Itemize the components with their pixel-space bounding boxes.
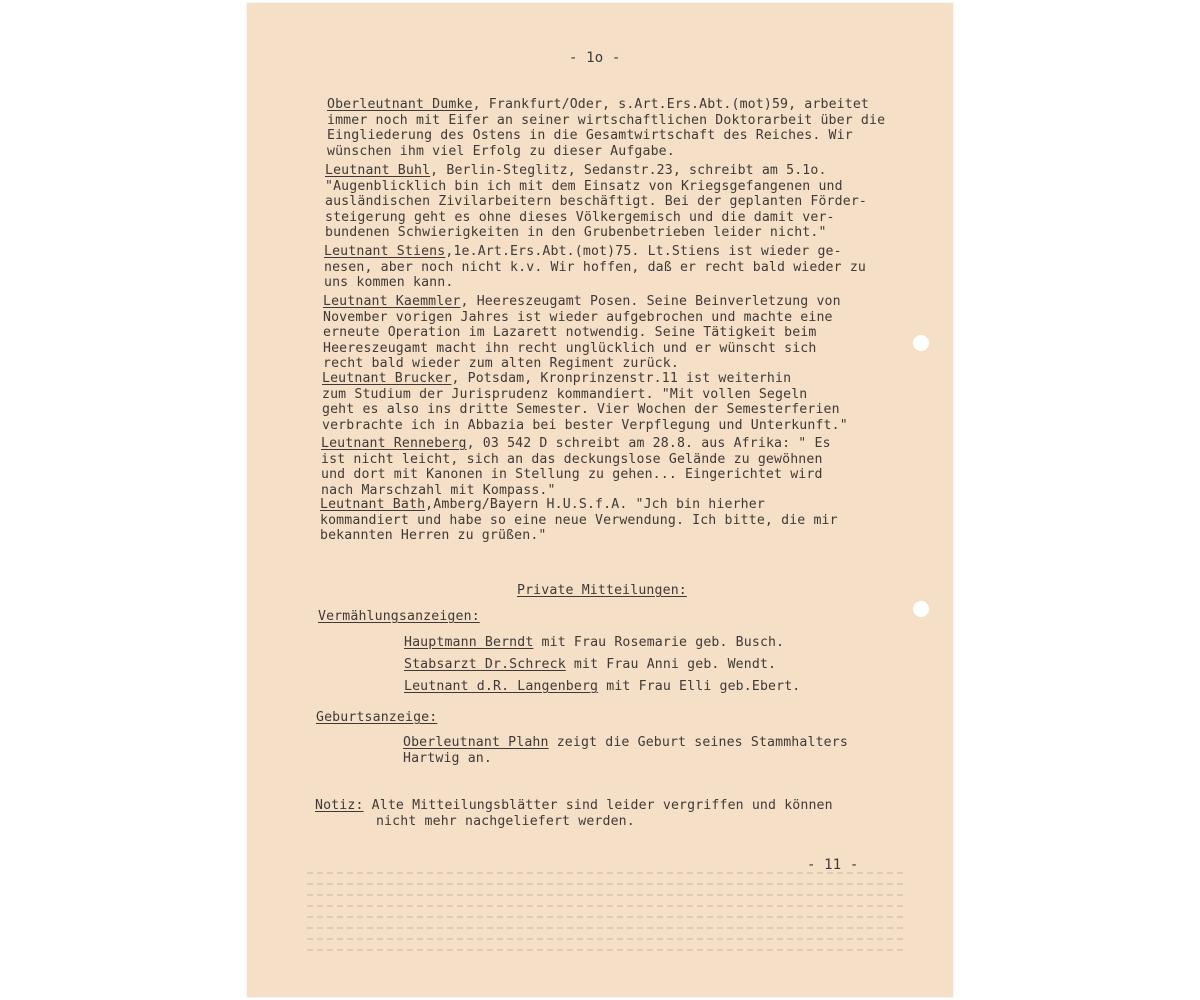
wedding-item: Hauptmann Berndt mit Frau Rosemarie geb. Busch.	[404, 635, 785, 650]
page-number: - 1o -	[569, 50, 621, 66]
entry-stiens: Leutnant Stiens,1e.Art.Ers.Abt.(mot)75. Lt.Stiens ist wieder ge- nesen, aber noch nicht k.v. Wir hoffen, daß er recht bald wieder zu uns kommen kann.	[324, 244, 866, 290]
wedding-label: Vermählungsanzeigen:	[318, 609, 480, 624]
wedding-item: Leutnant d.R. Langenberg mit Frau Elli geb.Ebert.	[404, 679, 801, 694]
section-heading: Private Mitteilungen:	[517, 583, 687, 598]
entry-name: Leutnant Stiens	[324, 244, 446, 259]
punch-hole-bottom	[913, 601, 929, 617]
entry-name: Leutnant Kaemmler	[323, 294, 461, 309]
entry-name: Leutnant Bath	[320, 497, 426, 512]
note: Notiz: Alte Mitteilungsblätter sind leider vergriffen und können nicht mehr nachgeliefert werden.	[315, 798, 833, 829]
punch-hole-top	[913, 335, 929, 351]
birth-label: Geburtsanzeige:	[316, 710, 438, 725]
next-page-number: - 11 -	[807, 857, 859, 873]
entry-bath: Leutnant Bath,Amberg/Bayern H.U.S.f.A. "Jch bin hierher kommandiert und habe so eine neue Verwendung. Ich bitte, die mir bekannten Herren zu grüßen."	[320, 497, 838, 543]
entry-kaemmler: Leutnant Kaemmler, Heereszeugamt Posen. Seine Beinverletzung von November vorigen Jahres ist wieder aufgebrochen und machte eine erneute Operation im Lazarett notwendig. Seine Tätigkeit beim Heereszeugamt macht ihn recht unglücklich und er wünscht sich recht bald wieder zum alten Regiment zurück.	[323, 294, 841, 371]
bleed-through-text	[307, 863, 907, 973]
entry-dumke: Oberleutnant Dumke, Frankfurt/Oder, s.Art.Ers.Abt.(mot)59, arbeitet immer noch mit Eifer an seiner wirtschaftlichen Doktorarbeit über die Eingliederung des Ostens in die Gesamtwirtschaft des Reiches. Wir wünschen ihm viel Erfolg zu dieser Aufgabe.	[327, 97, 886, 159]
entry-renneberg: Leutnant Renneberg, 03 542 D schreibt am 28.8. aus Afrika: " Es ist nicht leicht, sich an das deckungslose Gelände zu gewöhnen und dort mit Kanonen in Stellung zu gehen... Eingerichtet wird nach Marschzahl mit Kompass."	[321, 436, 831, 498]
entry-name: Leutnant Buhl	[325, 163, 431, 178]
note-label: Notiz:	[315, 798, 364, 813]
entry-buhl: Leutnant Buhl, Berlin-Steglitz, Sedanstr.23, schreibt am 5.1o. "Augenblicklich bin ich mit dem Einsatz von Kriegsgefangenen und ausländischen Zivilarbeitern beschäftigt. Bei der geplanten Förder- steigerung geht es ohne dieses Völkergemisch und die damit ver- bundenen Schwierigkeiten in den Grubenbetrieben leider nicht."	[325, 163, 867, 240]
entry-name: Leutnant Brucker	[322, 371, 452, 386]
wedding-item: Stabsarzt Dr.Schreck mit Frau Anni geb. Wendt.	[404, 657, 777, 672]
birth-announcement: Oberleutnant Plahn zeigt die Geburt seines Stammhalters Hartwig an.	[403, 735, 848, 766]
entry-name: Oberleutnant Dumke	[327, 97, 473, 112]
document-page	[247, 3, 953, 997]
entry-brucker: Leutnant Brucker, Potsdam, Kronprinzenstr.11 ist weiterhin zum Studium der Jurisprudenz kommandiert. "Mit vollen Segeln geht es also ins dritte Semester. Vier Wochen der Semesterferien verbrachte ich in Abbazia bei bester Verpflegung und Unterkunft."	[322, 371, 848, 433]
entry-name: Leutnant Renneberg	[321, 436, 467, 451]
